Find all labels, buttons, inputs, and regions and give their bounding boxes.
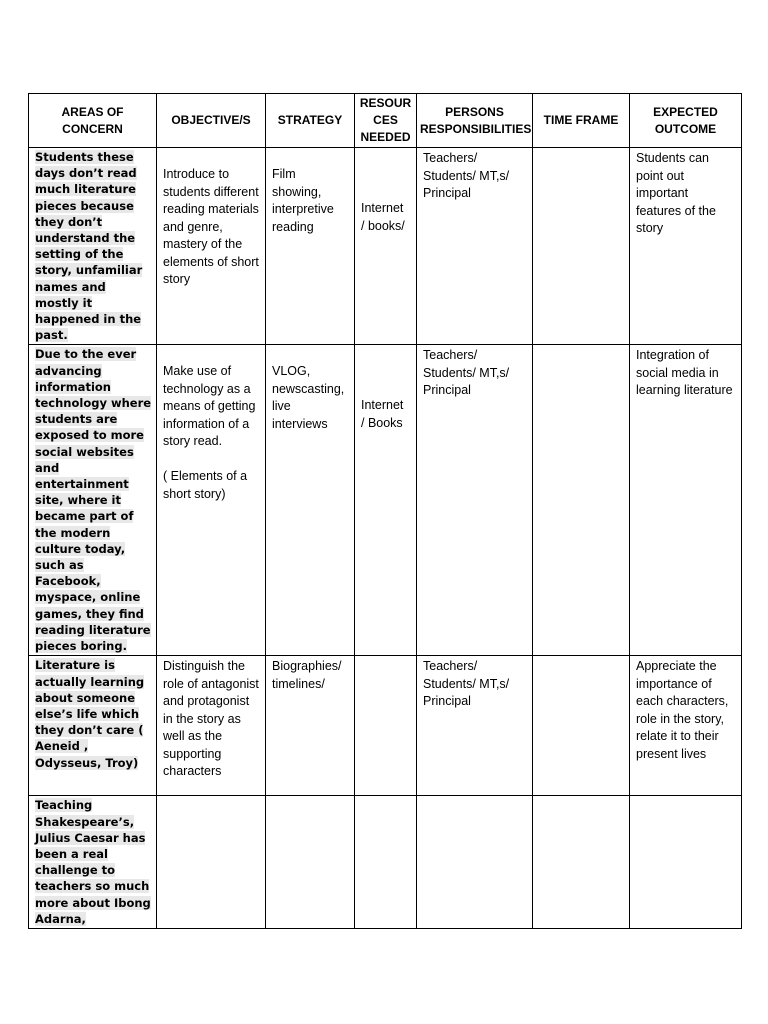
outcome-cell: Appreciate the importance of each characters, role in the story, relate it to their present lives <box>630 656 742 796</box>
concern-text: Due to the ever advancing information technology where students are exposed to more social websites and entertainment site, where it became part of the modern culture today, such as Facebook, myspace, online games, they find reading literature pieces boring. <box>35 347 152 654</box>
concern-text: Literature is actually learning about someone else’s life which they don’t care ( Aeneid , Odysseus, Troy) <box>35 658 145 770</box>
objective-cell <box>157 796 266 929</box>
table-row <box>29 148 742 345</box>
persons-cell <box>417 796 533 929</box>
concern-text: Students these days don’t read much literature pieces because they don’t understand the setting of the story, unfamiliar names and mostly it happened in the past. <box>35 150 143 343</box>
concern-cell <box>29 796 157 929</box>
time-frame-cell <box>533 148 630 345</box>
strategy-cell: VLOG, newscasting, live interviews <box>266 345 355 656</box>
header-objectives: OBJECTIVE/S <box>157 94 266 148</box>
concern-cell <box>29 345 157 656</box>
objective-cell: Make use of technology as a means of getting information of a story read. ( Elements of a short story) <box>157 345 266 656</box>
concern-text: Teaching Shakespeare’s, Julius Caesar has been a real challenge to teachers so much more about Ibong Adarna, <box>35 798 151 926</box>
strategy-cell <box>266 796 355 929</box>
concern-cell <box>29 656 157 796</box>
concern-cell <box>29 148 157 345</box>
resources-cell <box>355 656 417 796</box>
objective-cell: Distinguish the role of antagonist and protagonist in the story as well as the supporting characters <box>157 656 266 796</box>
table-row <box>29 656 742 796</box>
strategy-cell: Biographies/ timelines/ <box>266 656 355 796</box>
header-expected-outcome: EXPECTED OUTCOME <box>630 94 742 148</box>
strategy-cell: Film showing, interpretive reading <box>266 148 355 345</box>
header-strategy: STRATEGY <box>266 94 355 148</box>
action-plan-table <box>28 93 742 929</box>
time-frame-cell <box>533 796 630 929</box>
persons-cell: Teachers/ Students/ MT,s/ Principal <box>417 148 533 345</box>
resources-cell <box>355 796 417 929</box>
outcome-cell: Students can point out important features of the story <box>630 148 742 345</box>
outcome-cell <box>630 796 742 929</box>
outcome-cell: Integration of social media in learning literature <box>630 345 742 656</box>
persons-cell: Teachers/ Students/ MT,s/ Principal <box>417 345 533 656</box>
table-header-row <box>29 94 742 148</box>
time-frame-cell <box>533 656 630 796</box>
time-frame-cell <box>533 345 630 656</box>
resources-cell: Internet / Books <box>355 345 417 656</box>
resources-cell: Internet / books/ <box>355 148 417 345</box>
header-persons-responsibilities: PERSONS RESPONSIBILITIES <box>417 94 533 148</box>
header-areas-of-concern: AREAS OF CONCERN <box>29 94 157 148</box>
objective-cell: Introduce to students different reading materials and genre, mastery of the elements of short story <box>157 148 266 345</box>
header-resources-needed: RESOUR CES NEEDED <box>355 94 417 148</box>
table-row <box>29 796 742 929</box>
persons-cell: Teachers/ Students/ MT,s/ Principal <box>417 656 533 796</box>
header-time-frame: TIME FRAME <box>533 94 630 148</box>
table-row <box>29 345 742 656</box>
